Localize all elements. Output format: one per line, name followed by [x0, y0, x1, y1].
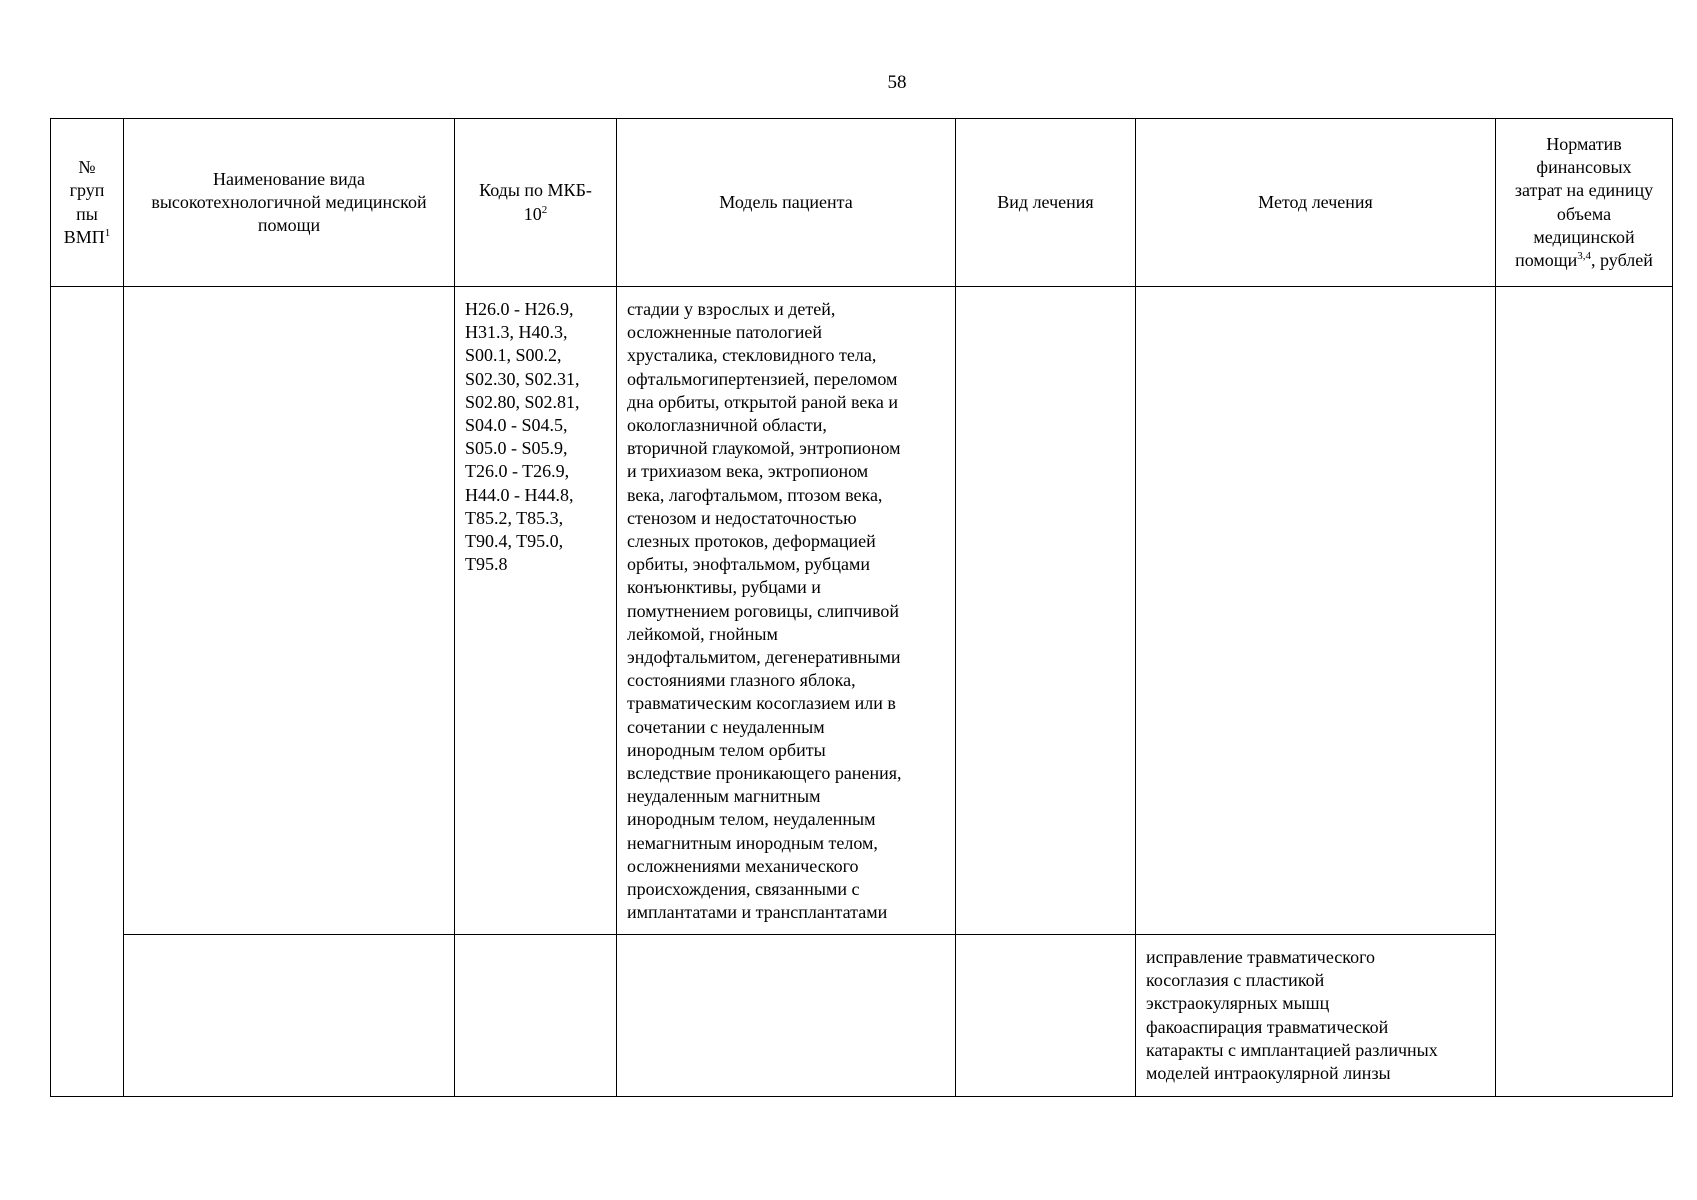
patient-model-line: инородным телом орбиты: [627, 739, 826, 760]
icd-code-line: H26.0 - H26.9,: [465, 299, 574, 319]
header-icd-codes: [455, 119, 617, 287]
header-line: пы: [76, 203, 98, 224]
cell-cost-standard: [1496, 287, 1673, 1097]
header-line: помощи: [257, 215, 321, 236]
header-line: [1500, 249, 1668, 272]
patient-model-line: помутнением роговицы, слипчивой: [627, 600, 900, 621]
cell-treatment-method: [1136, 935, 1496, 1097]
cell-group-number: [51, 287, 124, 1097]
header-line: Норматив: [1546, 133, 1622, 154]
header-line: груп: [69, 180, 105, 201]
patient-model-line: хрусталика, стекловидного тела,: [627, 345, 877, 366]
patient-model-line: окологлазничной области,: [627, 415, 827, 436]
cell-patient-model: [617, 287, 956, 935]
icd-code-line: S02.30, S02.31,: [465, 368, 580, 389]
patient-model-line: осложненные патологией: [627, 322, 823, 343]
patient-model-line: стенозом и недостаточностью: [627, 507, 857, 528]
table-row: [51, 287, 1673, 935]
icd-code-line: H31.3, H40.3,: [465, 322, 568, 343]
cell-treatment-type: [956, 935, 1136, 1097]
patient-model-line: эндофтальмитом, дегенеративными: [627, 647, 901, 668]
cell-treatment-method: [1136, 287, 1496, 935]
icd-code-line: S05.0 - S05.9,: [465, 438, 568, 459]
table-header-row: [51, 119, 1673, 287]
header-patient-model: Модель пациента: [617, 119, 956, 287]
treatment-method-line: косоглазия с пластикой: [1146, 970, 1325, 991]
header-line: Наименование вида: [213, 168, 365, 189]
patient-model-line: осложнениями механического: [627, 855, 859, 876]
treatment-method-line: исправление травматического: [1146, 947, 1376, 967]
table-row: [51, 935, 1673, 1097]
header-line: №: [78, 157, 96, 178]
patient-model-line: стадии у взрослых и детей,: [627, 299, 836, 319]
icd-code-line: T95.8: [465, 554, 508, 575]
header-group-number: [51, 119, 124, 287]
footnote-mark: 1: [104, 226, 111, 239]
icd-code-line: S00.1, S00.2,: [465, 345, 562, 366]
header-line: медицинской: [1533, 226, 1635, 247]
treatment-method-line: факоаспирация травматической: [1146, 1016, 1389, 1037]
patient-model-line: состояниями глазного яблока,: [627, 670, 856, 691]
header-type-name: [124, 119, 455, 287]
icd-code-line: T90.4, T95.0,: [465, 531, 564, 552]
treatment-method-line: моделей интраокулярной линзы: [1146, 1063, 1391, 1084]
patient-model-line: и трихиазом века, эктропионом: [627, 461, 869, 482]
vmp-table: [50, 118, 1673, 1097]
header-line: [55, 226, 119, 249]
patient-model-line: неудаленным магнитным: [627, 786, 821, 807]
cell-icd-codes: [455, 935, 617, 1097]
treatment-method-line: экстраокулярных мышц: [1146, 993, 1330, 1014]
header-line: [459, 203, 612, 226]
header-line: объема: [1556, 203, 1612, 224]
icd-code-line: S02.80, S02.81,: [465, 391, 580, 412]
footnote-mark: 2: [541, 203, 548, 216]
patient-model-line: орбиты, энофтальмом, рубцами: [627, 554, 870, 575]
header-cost-standard: [1496, 119, 1673, 287]
patient-model-line: травматическим косоглазием или в: [627, 693, 896, 714]
patient-model-line: конъюнктивы, рубцами и: [627, 577, 821, 598]
cell-type-name: [124, 287, 455, 935]
cell-patient-model: [617, 935, 956, 1097]
cell-type-name: [124, 935, 455, 1097]
patient-model-line: слезных протоков, деформацией: [627, 531, 876, 552]
header-treatment-type: Вид лечения: [956, 119, 1136, 287]
page-number: 58: [887, 72, 907, 93]
patient-model-line: имплантатами и трансплантатами: [627, 902, 888, 923]
header-line: высокотехнологичной медицинской: [151, 191, 427, 212]
cell-treatment-type: [956, 287, 1136, 935]
icd-code-line: H44.0 - H44.8,: [465, 484, 574, 505]
header-text: 10: [523, 203, 542, 224]
patient-model-line: вследствие проникающего ранения,: [627, 763, 902, 784]
footnote-mark: 3,4: [1577, 249, 1592, 262]
patient-model-line: лейкомой, гнойным: [627, 623, 778, 644]
icd-code-line: T26.0 - T26.9,: [465, 461, 570, 482]
header-line: финансовых: [1536, 157, 1632, 178]
header-line: затрат на единицу: [1514, 180, 1654, 201]
header-text: , рублей: [1591, 249, 1653, 270]
patient-model-line: века, лагофтальмом, птозом века,: [627, 484, 883, 505]
header-line: Коды по МКБ-: [479, 180, 592, 201]
header-text: помощи: [1515, 249, 1578, 270]
icd-code-line: T85.2, T85.3,: [465, 507, 564, 528]
patient-model-line: происхождения, связанными с: [627, 879, 860, 900]
patient-model-line: немагнитным инородным телом,: [627, 832, 878, 853]
header-treatment-method: Метод лечения: [1136, 119, 1496, 287]
header-text: ВМП: [63, 226, 105, 247]
treatment-method-line: катаракты с имплантацией различных: [1146, 1039, 1438, 1060]
patient-model-line: офтальмогипертензией, переломом: [627, 368, 898, 389]
icd-code-line: S04.0 - S04.5,: [465, 415, 568, 436]
patient-model-line: дна орбиты, открытой раной века и: [627, 391, 898, 412]
patient-model-line: вторичной глаукомой, энтропионом: [627, 438, 901, 459]
patient-model-line: инородным телом, неудаленным: [627, 809, 876, 830]
cell-icd-codes: [455, 287, 617, 935]
patient-model-line: сочетании с неудаленным: [627, 716, 825, 737]
